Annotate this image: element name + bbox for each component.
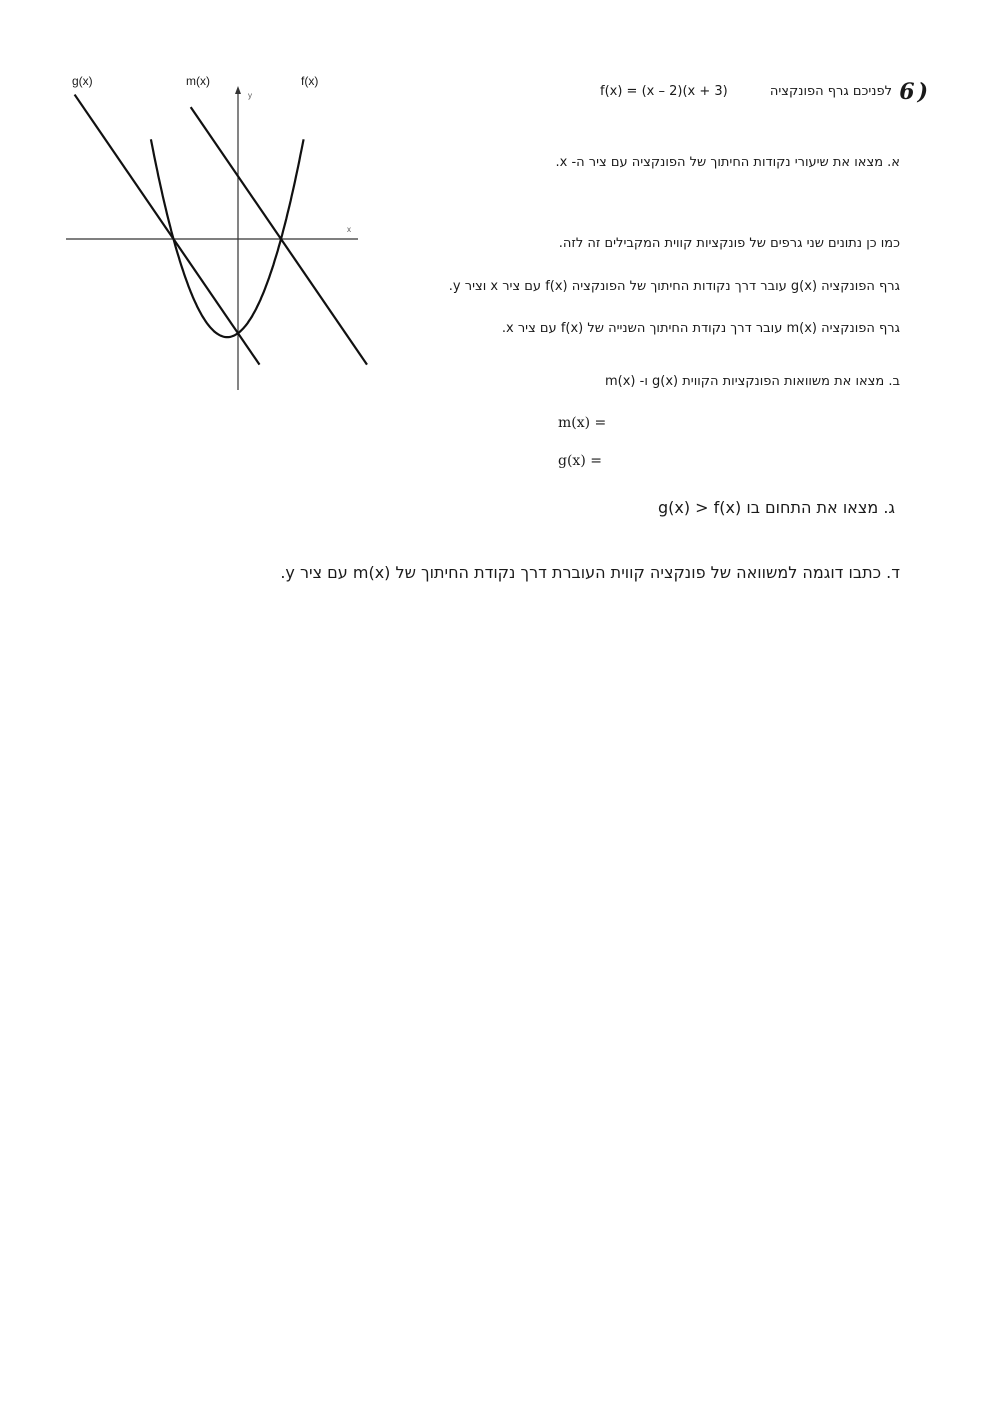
function-definition: f(x) = (x – 2)(x + 3) [600,84,728,99]
function-graph [60,70,380,400]
m-equation-blank[interactable]: m(x) = [558,415,607,431]
g-description: גרף הפונקציה g(x) עובר דרך נקודות החיתוך של הפונקציה f(x) עם ציר x וציר y. [448,279,900,294]
g-line [75,95,260,365]
m-description: גרף הפונקציה m(x) עובר דרך נקודת החיתוך השנייה של f(x) עם ציר x. [501,321,900,336]
part-c: ג. מצאו את התחום בו g(x) > f(x) [657,498,895,517]
m-label: m(x) [186,74,210,88]
m-line [191,107,367,364]
question-intro: לפניכם גרף הפונקציה [769,84,892,99]
part-d: ד. כתבו דוגמה למשוואה של פונקציה קווית העוברת דרך נקודת החיתוך של m(x) עם ציר y. [280,563,900,582]
given-text: כמו כן נתונים שני גרפים של פונקציות קווית המקבילים זה לזה. [558,236,900,251]
g-label: g(x) [72,74,93,88]
y-axis-label: y [248,91,252,100]
x-axis-label: x [347,225,351,234]
g-equation-blank[interactable]: g(x) = [558,453,602,469]
question-number: 6 ) [899,79,928,105]
graph-svg [60,70,380,400]
part-a: א. מצאו את שיעורי נקודות החיתוך של הפונקציה עם ציר ה- x. [555,155,900,170]
part-b: ב. מצאו את משוואות הפונקציות הקווית g(x) ו- m(x) [605,374,900,389]
y-axis-arrow [235,86,241,94]
f-label: f(x) [301,74,319,88]
